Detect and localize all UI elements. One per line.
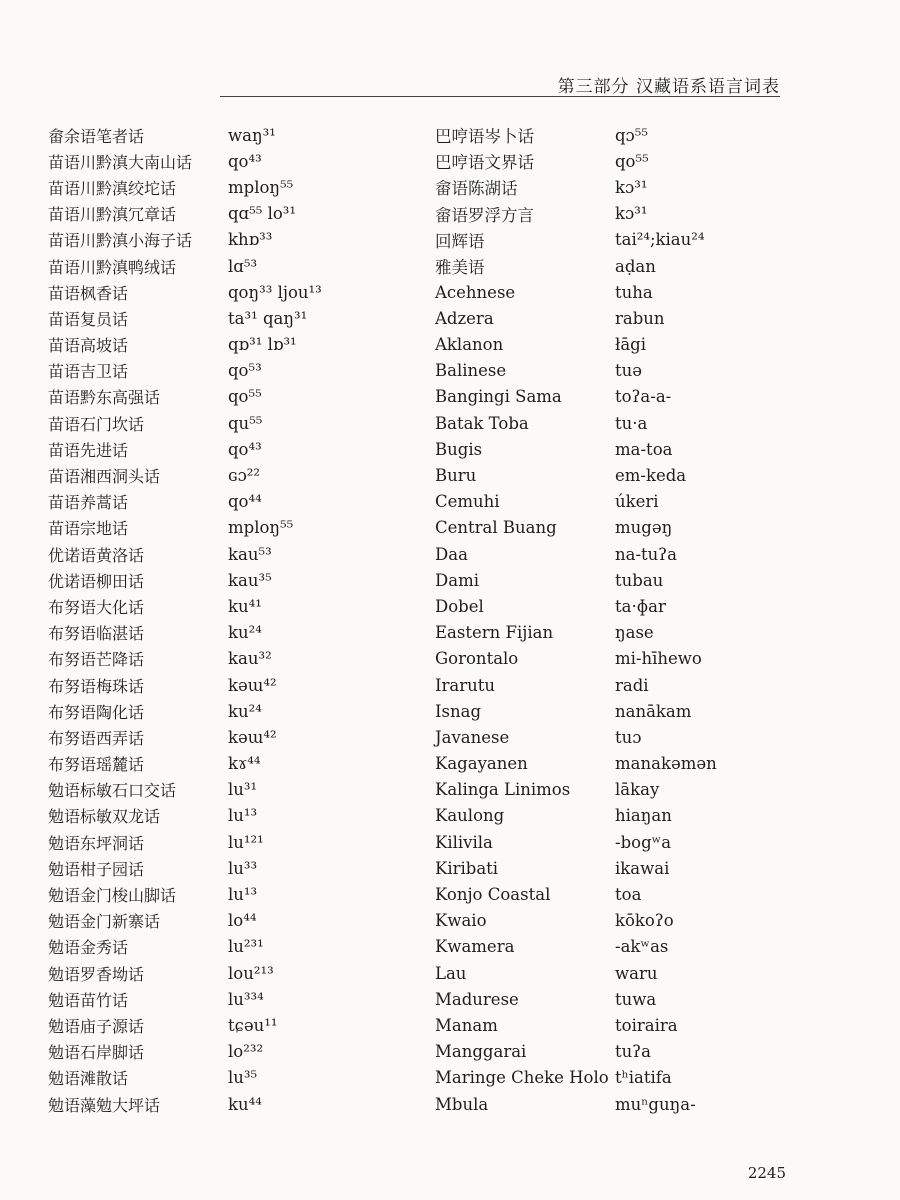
entry-row xyxy=(435,541,775,567)
language-name: 勉语东坪洞话 xyxy=(48,833,145,853)
word-form: kəɯ⁴² xyxy=(228,727,277,747)
entry-row xyxy=(435,698,775,724)
language-name: Cemuhi xyxy=(435,492,500,512)
entry-row xyxy=(435,1065,775,1091)
entry-row xyxy=(435,384,775,410)
language-name: Maringe Cheke Holo xyxy=(435,1068,609,1088)
entry-row xyxy=(48,305,398,331)
word-form: kau³² xyxy=(228,649,272,669)
entry-row xyxy=(48,672,398,698)
entry-row xyxy=(435,332,775,358)
language-name: Madurese xyxy=(435,989,519,1009)
word-form: tuʔa xyxy=(615,1042,651,1062)
entry-row xyxy=(435,672,775,698)
word-form: tu·a xyxy=(615,413,648,433)
word-form: lu³¹ xyxy=(228,780,258,800)
word-form: mugəŋ xyxy=(615,518,673,538)
word-form: ku²⁴ xyxy=(228,701,262,721)
word-form: qo⁵³ xyxy=(228,361,262,381)
word-form: tuha xyxy=(615,282,653,302)
entry-row xyxy=(48,1065,398,1091)
language-name: 布努语临湛话 xyxy=(48,624,145,644)
language-name: 勉语庙子源话 xyxy=(48,1016,145,1036)
language-name: 苗语复员话 xyxy=(48,309,129,329)
language-name: 苗语川黔滇绞坨话 xyxy=(48,178,177,198)
entry-row xyxy=(48,279,398,305)
word-form: ɢɔ²² xyxy=(228,466,261,486)
entry-row xyxy=(435,960,775,986)
word-form: ikawai xyxy=(615,858,670,878)
entry-row xyxy=(435,201,775,227)
language-name: Central Buang xyxy=(435,518,557,538)
entry-row xyxy=(435,881,775,907)
entry-row xyxy=(48,358,398,384)
entry-row xyxy=(435,148,775,174)
language-name: 苗语湘西洞头话 xyxy=(48,467,161,487)
language-name: 苗语养蒿话 xyxy=(48,493,129,513)
language-name: Kaulong xyxy=(435,806,505,826)
entry-row xyxy=(48,436,398,462)
word-form: waŋ³¹ xyxy=(228,125,276,145)
language-name: 苗语高坡话 xyxy=(48,336,129,356)
language-name: 勉语柑子园话 xyxy=(48,859,145,879)
word-form: mi-hīhewo xyxy=(615,649,702,669)
entry-row xyxy=(48,1039,398,1065)
language-name: Gorontalo xyxy=(435,649,519,669)
language-name: 苗语川黔滇鸭绒话 xyxy=(48,257,177,277)
entry-row xyxy=(48,855,398,881)
word-form: qo⁵⁵ xyxy=(615,151,649,171)
word-form: tʰiatifa xyxy=(615,1068,672,1088)
word-form: em-keda xyxy=(615,466,687,486)
word-form: toʔa-a- xyxy=(615,387,672,407)
language-name: 勉语金门新寨话 xyxy=(48,912,161,932)
language-name: Eastern Fijian xyxy=(435,623,554,643)
language-name: Balinese xyxy=(435,361,507,381)
entry-row xyxy=(48,410,398,436)
word-form: qɔ⁵⁵ xyxy=(615,125,649,145)
language-name: 布努语瑶麓话 xyxy=(48,755,145,775)
entry-row xyxy=(435,829,775,855)
word-form: ŋase xyxy=(615,623,654,643)
word-form: qo⁴³ xyxy=(228,151,262,171)
entry-row xyxy=(48,698,398,724)
entry-row xyxy=(435,410,775,436)
entry-row xyxy=(48,489,398,515)
language-name: Aklanon xyxy=(435,335,504,355)
entry-row xyxy=(48,122,398,148)
word-form: na-tuʔa xyxy=(615,544,677,564)
word-form: tai²⁴;kiau²⁴ xyxy=(615,230,705,250)
entry-row xyxy=(48,384,398,410)
language-name: 苗语石门坎话 xyxy=(48,414,145,434)
entry-row xyxy=(48,803,398,829)
entry-row xyxy=(48,777,398,803)
entry-row xyxy=(435,855,775,881)
language-name: Mbula xyxy=(435,1094,489,1114)
entry-row xyxy=(435,253,775,279)
header-rule xyxy=(220,96,780,97)
language-name: 苗语黔东高强话 xyxy=(48,388,161,408)
right-word-column xyxy=(435,122,775,1117)
language-name: Adzera xyxy=(435,308,494,328)
word-form: muⁿguŋa- xyxy=(615,1094,696,1114)
word-form: lo⁴⁴ xyxy=(228,911,257,931)
word-form: lo²³² xyxy=(228,1042,264,1062)
word-form: waru xyxy=(615,963,658,983)
entry-row xyxy=(48,174,398,200)
language-name: 勉语金门梭山脚话 xyxy=(48,886,177,906)
word-form: qo⁵⁵ xyxy=(228,387,262,407)
page-number: 2245 xyxy=(747,1164,786,1182)
entry-row xyxy=(48,620,398,646)
word-form: lɑ⁵³ xyxy=(228,256,258,276)
language-name: Kwaio xyxy=(435,911,487,931)
entry-row xyxy=(48,201,398,227)
word-form: kəɯ⁴² xyxy=(228,675,277,695)
language-name: 勉语藻勉大坪话 xyxy=(48,1095,161,1115)
entry-row xyxy=(435,279,775,305)
entry-row xyxy=(48,253,398,279)
entry-row xyxy=(48,751,398,777)
entry-row xyxy=(435,751,775,777)
language-name: 勉语石岸脚话 xyxy=(48,1043,145,1063)
language-name: 苗语宗地话 xyxy=(48,519,129,539)
language-name: 布努语大化话 xyxy=(48,597,145,617)
language-name: Manggarai xyxy=(435,1042,527,1062)
language-name: 巴哼语岑卜话 xyxy=(435,127,534,147)
word-form: mploŋ⁵⁵ xyxy=(228,518,294,538)
language-name: 勉语罗香坳话 xyxy=(48,964,145,984)
entry-row xyxy=(435,436,775,462)
word-form: rabun xyxy=(615,308,665,328)
language-name: Bugis xyxy=(435,439,483,459)
word-form: kau⁵³ xyxy=(228,544,272,564)
word-form: radi xyxy=(615,675,649,695)
entry-row xyxy=(48,646,398,672)
entry-row xyxy=(48,593,398,619)
word-form: lu²³¹ xyxy=(228,937,264,957)
language-name: 勉语标敏双龙话 xyxy=(48,807,161,827)
language-name: Konjo Coastal xyxy=(435,885,551,905)
entry-row xyxy=(48,829,398,855)
entry-row xyxy=(48,567,398,593)
language-name: Kilivila xyxy=(435,832,493,852)
entry-row xyxy=(48,462,398,488)
word-form: qo⁴³ xyxy=(228,439,262,459)
word-form: lu³³ xyxy=(228,858,258,878)
language-name: 优诺语柳田话 xyxy=(48,571,145,591)
word-form: lu¹³ xyxy=(228,885,258,905)
language-name: 回辉语 xyxy=(435,231,485,251)
word-form: qoŋ³³ ljou¹³ xyxy=(228,282,322,302)
word-form: tuɔ xyxy=(615,727,642,747)
word-form: kau³⁵ xyxy=(228,570,272,590)
entry-row xyxy=(435,358,775,384)
language-name: 巴哼语文界话 xyxy=(435,153,534,173)
language-name: Javanese xyxy=(435,727,510,747)
word-form: toa xyxy=(615,885,642,905)
entry-row xyxy=(435,934,775,960)
language-name: Kalinga Linimos xyxy=(435,780,571,800)
entry-row xyxy=(48,960,398,986)
language-name: 苗语枫香话 xyxy=(48,283,129,303)
word-form: tuwa xyxy=(615,989,657,1009)
entry-row xyxy=(435,1091,775,1117)
entry-row xyxy=(48,541,398,567)
entry-row xyxy=(435,1012,775,1038)
word-form: kōkoʔo xyxy=(615,911,674,931)
language-name: Manam xyxy=(435,1015,498,1035)
entry-row xyxy=(48,515,398,541)
language-name: 苗语川黔滇大南山话 xyxy=(48,152,193,172)
word-form: ta³¹ qaŋ³¹ xyxy=(228,308,308,328)
word-form: lu³⁵ xyxy=(228,1068,258,1088)
word-form: aḍan xyxy=(615,256,656,276)
entry-row xyxy=(48,1012,398,1038)
language-name: 优诺语黄洛话 xyxy=(48,545,145,565)
word-form: qo⁴⁴ xyxy=(228,492,262,512)
language-name: Lau xyxy=(435,963,467,983)
language-name: Kagayanen xyxy=(435,754,528,774)
entry-row xyxy=(435,174,775,200)
entry-row xyxy=(48,934,398,960)
language-name: Kwamera xyxy=(435,937,515,957)
language-name: 雅美语 xyxy=(435,258,485,278)
language-name: 畲语陈湖话 xyxy=(435,179,518,199)
word-form: úkeri xyxy=(615,492,659,512)
word-form: tuə xyxy=(615,361,643,381)
language-name: 畲余语笔者话 xyxy=(48,126,145,146)
entry-row xyxy=(435,986,775,1012)
language-name: 布努语陶化话 xyxy=(48,702,145,722)
word-form: ku⁴¹ xyxy=(228,596,262,616)
language-name: Dobel xyxy=(435,596,484,616)
word-form: -bogʷa xyxy=(615,832,672,852)
language-name: Isnag xyxy=(435,701,482,721)
entry-row xyxy=(435,593,775,619)
word-form: -akʷas xyxy=(615,937,669,957)
word-form: qɒ³¹ lɒ³¹ xyxy=(228,335,297,355)
entry-row xyxy=(435,908,775,934)
word-form: qu⁵⁵ xyxy=(228,413,263,433)
language-name: 布努语芒降话 xyxy=(48,650,145,670)
entry-row xyxy=(435,305,775,331)
language-name: 勉语标敏石口交话 xyxy=(48,781,177,801)
word-form: kɔ³¹ xyxy=(615,204,648,224)
entry-row xyxy=(435,646,775,672)
running-header: 第三部分 汉藏语系语言词表 xyxy=(557,77,780,97)
language-name: 勉语金秀话 xyxy=(48,938,129,958)
entry-row xyxy=(48,148,398,174)
entry-row xyxy=(48,1091,398,1117)
word-form: nanākam xyxy=(615,701,692,721)
word-form: ku⁴⁴ xyxy=(228,1094,262,1114)
word-form: ma-toa xyxy=(615,439,673,459)
entry-row xyxy=(435,620,775,646)
word-form: kɤ⁴⁴ xyxy=(228,754,261,774)
entry-row xyxy=(435,1039,775,1065)
word-form: lou²¹³ xyxy=(228,963,274,983)
entry-row xyxy=(48,724,398,750)
entry-row xyxy=(435,777,775,803)
entry-row xyxy=(435,122,775,148)
language-name: 畲语罗浮方言 xyxy=(435,205,534,225)
entry-row xyxy=(435,515,775,541)
word-form: kɔ³¹ xyxy=(615,177,648,197)
language-name: 勉语滩散话 xyxy=(48,1069,129,1089)
entry-row xyxy=(435,724,775,750)
word-form: manakəmən xyxy=(615,754,717,774)
entry-row xyxy=(48,227,398,253)
word-form: hiaŋan xyxy=(615,806,672,826)
language-name: 苗语吉卫话 xyxy=(48,362,129,382)
language-name: 苗语川黔滇冗章话 xyxy=(48,205,177,225)
word-form: łāgi xyxy=(615,335,647,355)
language-name: 苗语川黔滇小海子话 xyxy=(48,231,193,251)
entry-row xyxy=(435,227,775,253)
word-form: ku²⁴ xyxy=(228,623,262,643)
language-name: Irarutu xyxy=(435,675,496,695)
entry-row xyxy=(435,803,775,829)
word-form: lu¹²¹ xyxy=(228,832,264,852)
entry-row xyxy=(435,462,775,488)
entry-row xyxy=(48,908,398,934)
language-name: Bangingi Sama xyxy=(435,387,562,407)
language-name: Daa xyxy=(435,544,468,564)
word-form: lu¹³ xyxy=(228,806,258,826)
language-name: Kiribati xyxy=(435,858,499,878)
language-name: 布努语梅珠话 xyxy=(48,676,145,696)
entry-row xyxy=(435,567,775,593)
left-word-column xyxy=(48,122,398,1117)
language-name: Acehnese xyxy=(435,282,516,302)
language-name: 布努语西弄话 xyxy=(48,728,145,748)
word-form: ta·ɸar xyxy=(615,596,666,616)
language-name: Buru xyxy=(435,466,477,486)
entry-row xyxy=(435,489,775,515)
entry-row xyxy=(48,332,398,358)
entry-row xyxy=(48,986,398,1012)
language-name: Batak Toba xyxy=(435,413,529,433)
entry-row xyxy=(48,881,398,907)
word-form: mploŋ⁵⁵ xyxy=(228,177,294,197)
language-name: Dami xyxy=(435,570,479,590)
word-form: toiraira xyxy=(615,1015,678,1035)
word-form: khɒ³³ xyxy=(228,230,273,250)
word-form: lu³³⁴ xyxy=(228,989,264,1009)
word-form: tubau xyxy=(615,570,664,590)
language-name: 勉语苗竹话 xyxy=(48,990,129,1010)
word-form: qɑ⁵⁵ lo³¹ xyxy=(228,204,297,224)
language-name: 苗语先进话 xyxy=(48,440,129,460)
word-form: lākay xyxy=(615,780,660,800)
word-form: tɕəu¹¹ xyxy=(228,1015,278,1035)
